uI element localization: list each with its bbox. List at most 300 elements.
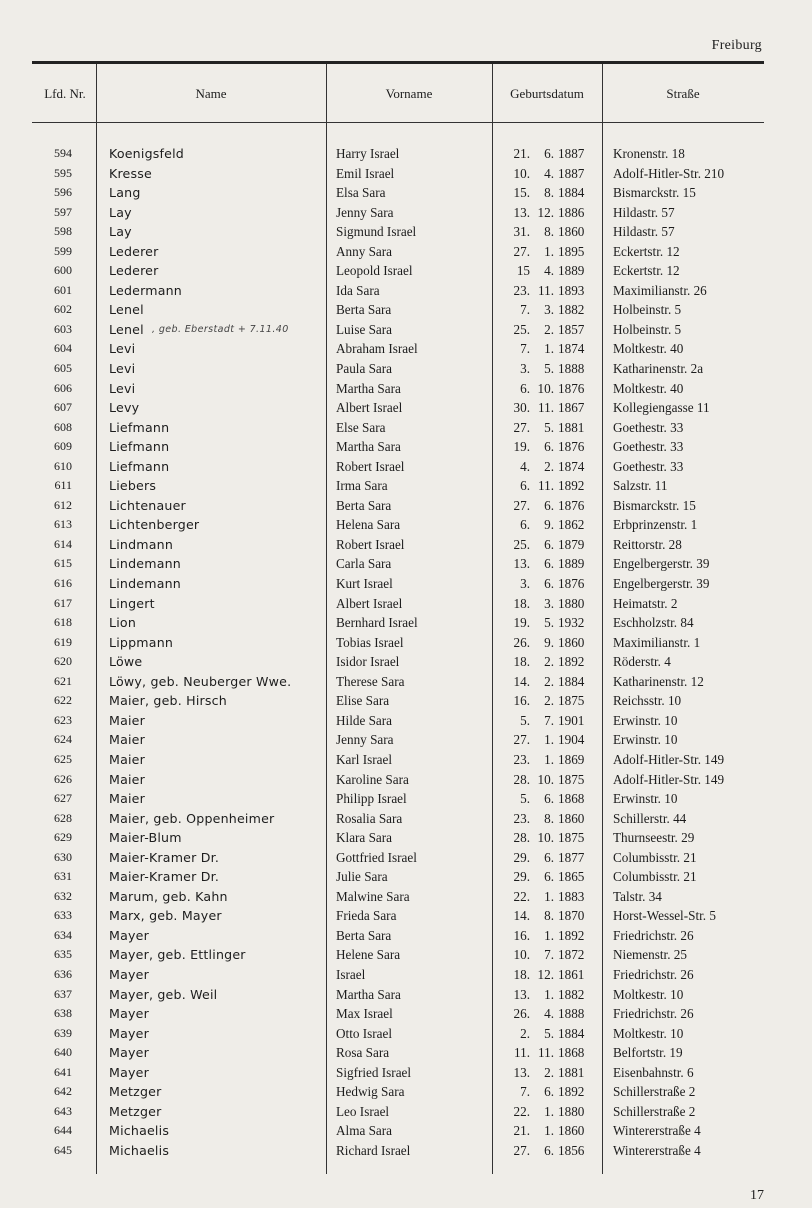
row-street: Reittorstr. 28 [613,536,682,552]
row-birth-year: 1889 [558,556,585,572]
row-vorname: Robert Israel [336,458,405,474]
row-birth-year: 1856 [558,1142,585,1158]
row-vorname: Hedwig Sara [336,1084,405,1100]
row-name: Lederer [109,263,159,279]
row-birth-year: 1887 [558,146,585,161]
row-name: Metzger [109,1084,162,1100]
column-header-vorname: Vorname [385,86,433,101]
row-birth-month: 6. [544,146,554,161]
row-birth-month: 12. [537,966,554,982]
table-row [0,985,812,1005]
row-name: Levi [109,341,136,357]
table-row [0,789,812,809]
row-birth-year: 1876 [558,497,585,513]
row-birth-day: 23. [513,751,530,767]
row-birth-year: 1877 [558,849,585,865]
row-name: Maier [109,732,146,748]
row-vorname: Jenny Sara [336,204,394,220]
row-birth-day: 22. [513,888,530,904]
row-name: Lay [109,224,132,240]
row-number: 621 [54,673,72,688]
row-birth-day: 19. [513,439,530,455]
row-birth-day: 10. [513,947,530,963]
row-vorname: Albert Israel [336,400,403,416]
row-birth-year: 1888 [558,361,585,377]
row-number: 627 [54,791,72,806]
row-birth-year: 1888 [558,1006,585,1022]
row-street: Adolf-Hitler-Str. 149 [613,751,725,767]
row-birth-year: 1886 [558,204,585,220]
row-birth-year: 1860 [558,224,585,240]
row-birth-day: 30. [513,400,530,416]
row-street: Moltkestr. 10 [613,986,684,1002]
row-birth-day: 5. [520,791,530,807]
row-birth-day: 25. [513,536,530,552]
table-row [0,613,812,633]
row-number: 636 [54,966,72,981]
row-birth-year: 1881 [558,1064,585,1080]
table-row [0,1024,812,1044]
table-row [0,1141,812,1161]
table-row [0,1063,812,1083]
row-birth-day: 26. [513,1006,530,1022]
row-number: 634 [54,927,72,942]
row-name: Mayer [109,1025,149,1041]
table-row [0,828,812,848]
row-name: Liefmann [109,458,170,474]
table-row [0,926,812,946]
row-birth-day: 21. [513,1123,530,1139]
row-birth-month: 5. [544,615,554,631]
row-vorname: Emil Israel [336,165,395,181]
row-birth-day: 3. [520,576,530,592]
table-row [0,359,812,379]
row-birth-day: 13. [513,1064,530,1080]
row-street: Belfortstr. 19 [613,1045,683,1061]
row-name: Löwy, geb. Neuberger Wwe. [109,673,292,689]
row-vorname: Martha Sara [336,380,401,396]
row-vorname: Karl Israel [336,751,393,767]
table-row [0,300,812,320]
row-number: 623 [54,712,72,727]
row-birth-month: 2. [544,654,554,670]
row-vorname: Bernhard Israel [336,615,418,631]
row-name: Maier [109,751,146,767]
row-street: Moltkestr. 40 [613,341,684,357]
row-birth-month: 5. [544,419,554,435]
row-vorname: Sigmund Israel [336,224,417,240]
table-row [0,164,812,184]
row-street: Erwinstr. 10 [613,791,678,807]
row-street: Columbisstr. 21 [613,849,697,865]
row-street: Kollegiengasse 11 [613,400,710,416]
row-name: Liebers [109,478,157,494]
row-name: Lenel [109,302,144,318]
row-birth-day: 22. [513,1103,530,1119]
table-row [0,339,812,359]
row-vorname: Helene Sara [336,947,401,963]
row-vorname: Frieda Sara [336,908,397,924]
row-number: 603 [54,321,72,336]
row-birth-day: 4. [520,458,530,474]
row-birth-month: 1. [544,341,554,357]
table-row [0,691,812,711]
row-birth-year: 1875 [558,771,585,787]
row-name: Michaelis [109,1123,170,1139]
row-number: 595 [54,165,72,180]
row-birth-month: 7. [544,712,554,728]
row-birth-month: 9. [544,634,554,650]
row-street: Maximilianstr. 26 [613,282,707,298]
row-vorname: Jenny Sara [336,732,394,748]
row-number: 639 [54,1025,72,1040]
row-birth-year: 1862 [558,517,585,533]
row-vorname: Martha Sara [336,986,401,1002]
row-birth-month: 10. [537,830,554,846]
table-row [0,1121,812,1141]
row-vorname: Israel [336,966,366,982]
row-birth-month: 8. [544,224,554,240]
row-vorname: Kurt Israel [336,576,393,592]
row-street: Goethestr. 33 [613,458,684,474]
row-birth-year: 1884 [558,1025,585,1041]
row-birth-month: 1. [544,751,554,767]
row-vorname: Therese Sara [336,673,405,689]
row-street: Friedrichstr. 26 [613,966,694,982]
row-name: Lindemann [109,576,181,592]
table-row [0,750,812,770]
row-street: Bismarckstr. 15 [613,185,696,201]
top-rule [32,61,764,64]
row-street: Heimatstr. 2 [613,595,678,611]
row-number: 613 [54,517,72,532]
row-name: Maier [109,712,146,728]
row-street: Thurnseestr. 29 [613,830,695,846]
table-row [0,1102,812,1122]
column-header-nr: Lfd. Nr. [44,86,86,101]
table-row [0,711,812,731]
row-birth-day: 18. [513,966,530,982]
row-street: Schillerstraße 2 [613,1084,696,1100]
row-number: 642 [54,1084,72,1099]
row-street: Engelbergerstr. 39 [613,556,710,572]
table-row [0,320,812,340]
row-number: 601 [54,282,72,297]
row-birth-year: 1884 [558,673,585,689]
table-row [0,848,812,868]
row-vorname: Leopold Israel [336,263,413,279]
row-vorname: Anny Sara [336,243,393,259]
row-number: 637 [54,986,72,1001]
row-birth-month: 6. [544,1142,554,1158]
row-birth-month: 4. [544,1006,554,1022]
row-number: 625 [54,751,72,766]
row-number: 600 [54,263,72,278]
row-birth-year: 1887 [558,165,585,181]
row-birth-month: 11. [538,1045,554,1061]
row-birth-year: 1901 [558,712,585,728]
row-vorname: Berta Sara [336,302,392,318]
row-name: Liefmann [109,439,170,455]
row-street: Katharinenstr. 12 [613,673,704,689]
page-number: 17 [750,1188,764,1203]
row-number: 602 [54,302,72,317]
row-birth-month: 5. [544,361,554,377]
row-birth-year: 1874 [558,341,585,357]
table-row [0,261,812,281]
row-birth-day: 3. [520,361,530,377]
row-vorname: Richard Israel [336,1142,411,1158]
row-name: Mayer [109,1045,149,1061]
row-birth-year: 1895 [558,243,585,259]
row-birth-month: 12. [537,204,554,220]
row-birth-day: 23. [513,810,530,826]
row-birth-year: 1904 [558,732,585,748]
row-name: Koenigsfeld [109,146,184,161]
row-vorname: Helena Sara [336,517,401,533]
row-name: Lenel [109,321,144,337]
table-row [0,203,812,223]
row-birth-month: 3. [544,595,554,611]
row-birth-day: 23. [513,282,530,298]
row-vorname: Carla Sara [336,556,392,572]
column-header-strasse: Straße [666,86,700,101]
table-row [0,1082,812,1102]
row-birth-day: 13. [513,204,530,220]
table-row [0,945,812,965]
row-name: Maier-Blum [109,830,182,846]
row-number: 620 [54,654,72,669]
row-number: 614 [54,536,72,551]
row-street: Erwinstr. 10 [613,732,678,748]
row-name: Mayer [109,966,149,982]
row-name: Lichtenberger [109,517,200,533]
row-birth-day: 18. [513,654,530,670]
row-birth-day: 7. [520,302,530,318]
row-birth-month: 2. [544,673,554,689]
table-row [0,515,812,535]
row-name: Maier, geb. Oppenheimer [109,810,275,826]
row-name: Lingert [109,595,155,611]
row-birth-year: 1883 [558,888,585,904]
row-name: Lay [109,204,132,220]
handwritten-note: , geb. Eberstadt + 7.11.40 [152,323,289,335]
row-number: 616 [54,576,72,591]
row-birth-day: 28. [513,771,530,787]
header-rule [32,122,764,123]
row-name: Mayer [109,1064,149,1080]
row-birth-year: 1872 [558,947,585,963]
row-vorname: Tobias Israel [336,634,404,650]
row-birth-day: 16. [513,693,530,709]
row-birth-year: 1880 [558,595,585,611]
row-vorname: Philipp Israel [336,791,407,807]
table-row [0,457,812,477]
row-street: Holbeinstr. 5 [613,302,682,318]
row-birth-month: 6. [544,849,554,865]
row-vorname: Max Israel [336,1006,393,1022]
row-vorname: Sigfried Israel [336,1064,412,1080]
row-birth-day: 14. [513,673,530,689]
row-birth-month: 6. [544,556,554,572]
table-row [0,222,812,242]
row-number: 633 [54,908,72,923]
row-street: Goethestr. 33 [613,419,684,435]
row-vorname: Julie Sara [336,869,388,885]
row-birth-year: 1861 [558,966,585,982]
row-birth-day: 7. [520,1084,530,1100]
row-name: Lederer [109,243,159,259]
row-vorname: Isidor Israel [336,654,400,670]
row-name: Maier, geb. Hirsch [109,693,227,709]
row-vorname: Hilde Sara [336,712,393,728]
row-street: Engelbergerstr. 39 [613,576,710,592]
table-row [0,379,812,399]
row-number: 609 [54,439,72,454]
table-row [0,242,812,262]
row-birth-year: 1870 [558,908,585,924]
row-birth-month: 10. [537,771,554,787]
row-birth-year: 1868 [558,791,585,807]
row-name: Levi [109,380,136,396]
row-birth-day: 26. [513,634,530,650]
row-vorname: Elsa Sara [336,185,386,201]
row-number: 632 [54,888,72,903]
row-birth-day: 6. [520,517,530,533]
row-birth-year: 1865 [558,869,585,885]
table-row [0,672,812,692]
row-birth-day: 27. [513,419,530,435]
row-street: Wintererstraße 4 [613,1123,701,1139]
row-street: Salzstr. 11 [613,478,668,494]
row-street: Erwinstr. 10 [613,712,678,728]
row-vorname: Leo Israel [336,1103,390,1119]
row-vorname: Berta Sara [336,927,392,943]
table-row [0,1043,812,1063]
row-birth-year: 1882 [558,302,585,318]
row-birth-day: 28. [513,830,530,846]
row-birth-month: 11. [538,400,554,416]
row-name: Lichtenauer [109,497,186,513]
row-birth-year: 1876 [558,380,585,396]
row-number: 624 [54,732,72,747]
row-vorname: Albert Israel [336,595,403,611]
row-birth-year: 1879 [558,536,585,552]
row-street: Katharinenstr. 2a [613,361,704,377]
row-street: Wintererstraße 4 [613,1142,701,1158]
row-birth-month: 6. [544,576,554,592]
table-row [0,535,812,555]
row-name: Löwe [109,654,143,670]
row-name: Maier-Kramer Dr. [109,869,220,885]
row-street: Columbisstr. 21 [613,869,697,885]
row-birth-year: 1869 [558,751,585,767]
row-birth-year: 1932 [558,615,585,631]
row-number: 597 [54,204,72,219]
row-vorname: Abraham Israel [336,341,418,357]
row-street: Hildastr. 57 [613,224,675,240]
row-name: Maier [109,791,146,807]
row-name: Mayer, geb. Weil [109,986,218,1002]
row-birth-year: 1892 [558,927,585,943]
row-name: Mayer [109,927,149,943]
row-street: Talstr. 34 [613,888,662,904]
row-number: 622 [54,693,72,708]
row-street: Niemenstr. 25 [613,947,687,963]
row-number: 599 [54,243,72,258]
row-street: Holbeinstr. 5 [613,321,682,337]
row-vorname: Alma Sara [336,1123,393,1139]
table-row [0,398,812,418]
row-name: Marx, geb. Mayer [109,908,222,924]
table-row [0,887,812,907]
table-row [0,594,812,614]
row-street: Eschholzstr. 84 [613,615,694,631]
row-vorname: Harry Israel [336,146,400,161]
row-number: 629 [54,830,72,845]
row-birth-day: 27. [513,243,530,259]
row-number: 640 [54,1045,72,1060]
row-birth-day: 21. [513,146,530,161]
row-number: 606 [54,380,72,395]
row-birth-day: 29. [513,849,530,865]
row-birth-day: 19. [513,615,530,631]
row-street: Kronenstr. 18 [613,146,685,161]
row-birth-year: 1876 [558,439,585,455]
row-number: 630 [54,849,72,864]
row-number: 619 [54,634,72,649]
table-row [0,730,812,750]
row-birth-month: 4. [544,263,554,279]
row-birth-year: 1860 [558,634,585,650]
row-number: 594 [54,146,72,160]
row-street: Maximilianstr. 1 [613,634,701,650]
row-birth-day: 10. [513,165,530,181]
row-street: Moltkestr. 10 [613,1025,684,1041]
row-vorname: Paula Sara [336,361,393,377]
row-name: Maier-Kramer Dr. [109,849,220,865]
row-birth-year: 1867 [558,400,585,416]
row-number: 635 [54,947,72,962]
row-birth-year: 1892 [558,1084,585,1100]
row-birth-month: 1. [544,927,554,943]
row-street: Bismarckstr. 15 [613,497,696,513]
row-vorname: Rosa Sara [336,1045,390,1061]
row-number: 628 [54,810,72,825]
row-birth-month: 6. [544,869,554,885]
row-birth-year: 1880 [558,1103,585,1119]
row-vorname: Else Sara [336,419,386,435]
row-vorname: Robert Israel [336,536,405,552]
row-birth-day: 13. [513,556,530,572]
row-birth-month: 8. [544,810,554,826]
row-street: Erbprinzenstr. 1 [613,517,698,533]
row-birth-month: 2. [544,458,554,474]
row-birth-day: 13. [513,986,530,1002]
column-header-geburtsdatum: Geburtsdatum [510,86,584,101]
row-birth-year: 1884 [558,185,585,201]
row-street: Eckertstr. 12 [613,243,680,259]
row-birth-month: 8. [544,185,554,201]
row-number: 610 [54,458,72,473]
row-number: 607 [54,400,72,415]
row-vorname: Luise Sara [336,321,393,337]
row-vorname: Irma Sara [336,478,388,494]
table-row [0,1004,812,1024]
row-street: Schillerstr. 44 [613,810,687,826]
row-vorname: Klara Sara [336,830,393,846]
row-birth-day: 29. [513,869,530,885]
